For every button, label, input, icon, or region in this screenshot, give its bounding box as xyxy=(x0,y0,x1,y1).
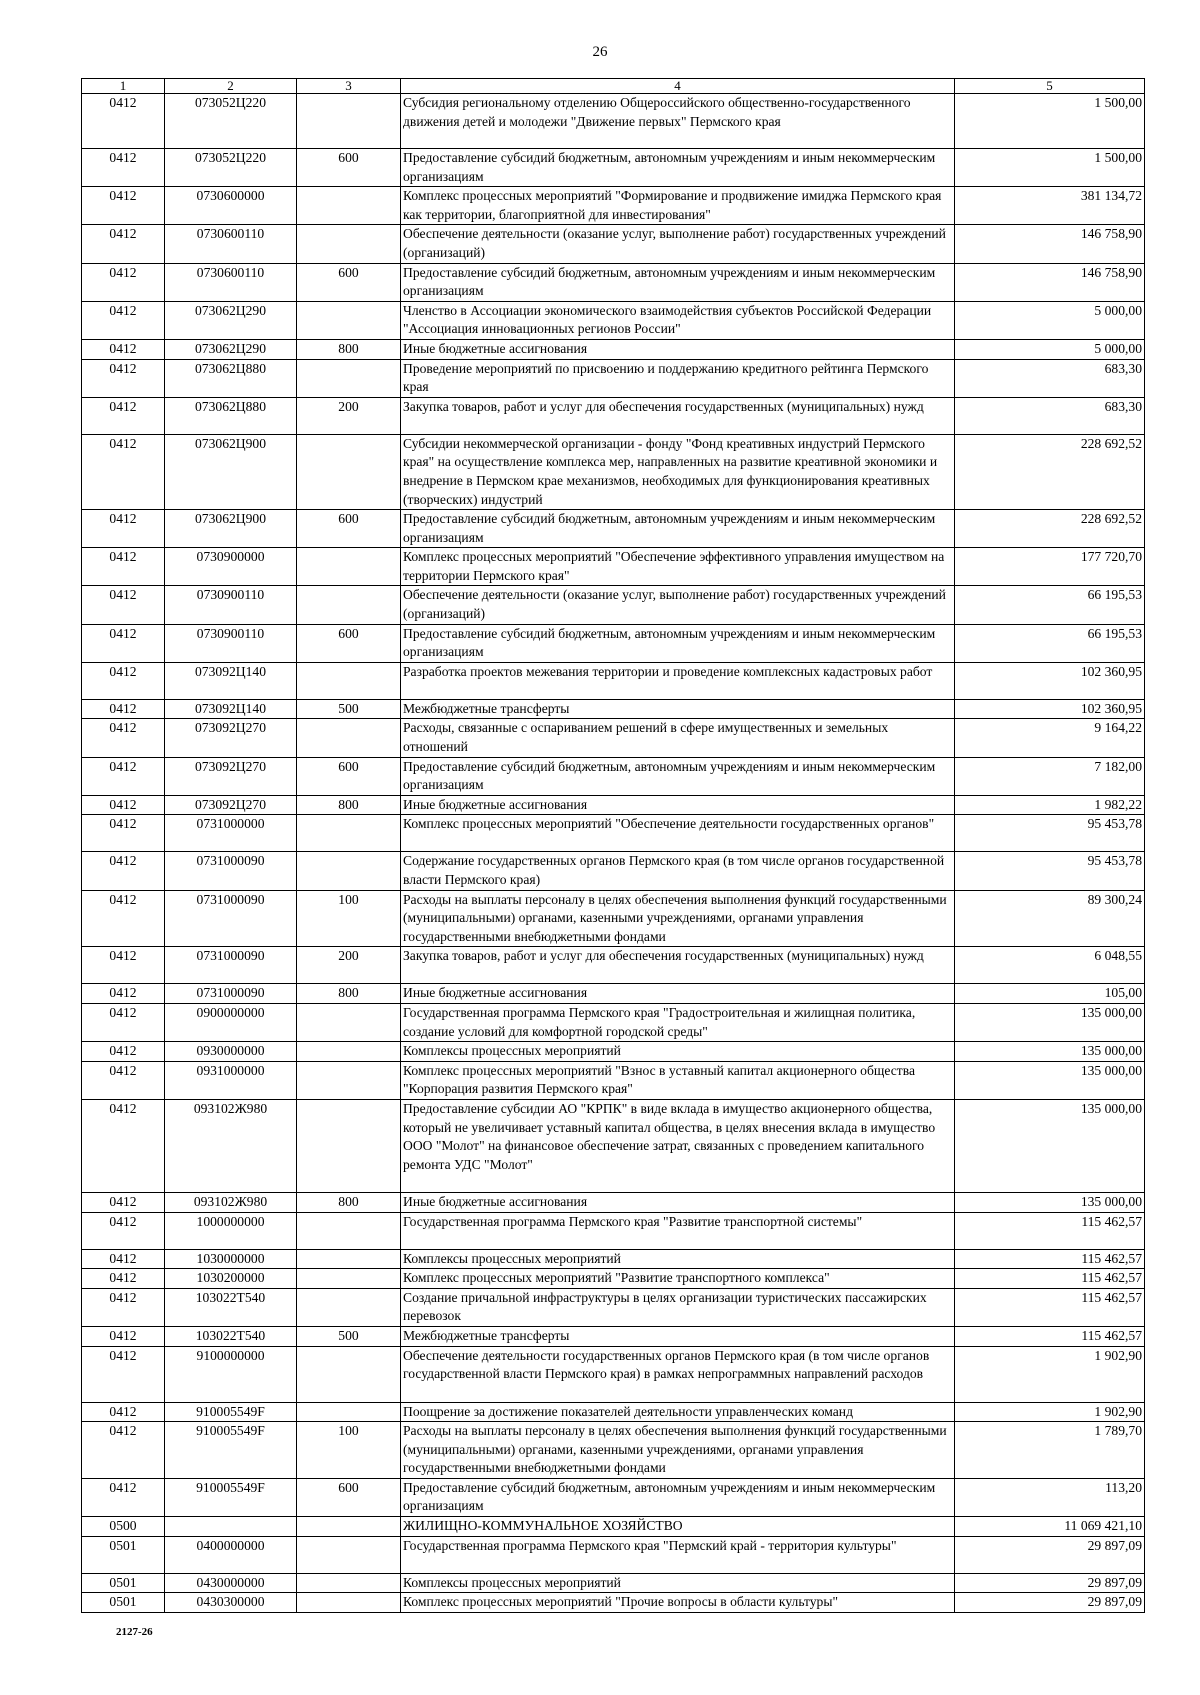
expense-type-cell: 800 xyxy=(297,795,401,815)
amount-cell: 102 360,95 xyxy=(955,662,1145,699)
target-article-cell: 073092Ц270 xyxy=(165,795,297,815)
table-row xyxy=(82,1003,1145,1041)
amount-cell: 228 692,52 xyxy=(955,510,1145,548)
section-code-cell: 0412 xyxy=(82,984,165,1004)
amount-cell: 135 000,00 xyxy=(955,1099,1145,1192)
amount-cell: 115 462,57 xyxy=(955,1288,1145,1326)
section-code-cell: 0412 xyxy=(82,662,165,699)
description-cell: Обеспечение деятельности (оказание услуг, выполнение работ) государственных учреждений (организаций) xyxy=(401,586,955,624)
target-article-cell: 093102Ж980 xyxy=(165,1099,297,1192)
target-article-cell: 0730600110 xyxy=(165,225,297,263)
amount-cell: 135 000,00 xyxy=(955,1061,1145,1099)
budget-table xyxy=(81,78,1145,1613)
amount-cell: 102 360,95 xyxy=(955,699,1145,719)
table-row xyxy=(82,1573,1145,1593)
amount-cell: 105,00 xyxy=(955,984,1145,1004)
target-article-cell: 0731000090 xyxy=(165,984,297,1004)
header-col-3: 3 xyxy=(297,79,401,94)
description-cell: Комплексы процессных мероприятий xyxy=(401,1042,955,1062)
expense-type-cell xyxy=(297,1269,401,1289)
table-row xyxy=(82,719,1145,757)
section-code-cell: 0412 xyxy=(82,301,165,339)
table-row xyxy=(82,1269,1145,1289)
expense-type-cell xyxy=(297,1042,401,1062)
section-code-cell: 0412 xyxy=(82,719,165,757)
amount-cell: 29 897,09 xyxy=(955,1573,1145,1593)
table-row xyxy=(82,1402,1145,1422)
expense-type-cell xyxy=(297,1212,401,1249)
target-article-cell: 073062Ц880 xyxy=(165,397,297,434)
amount-cell: 1 902,90 xyxy=(955,1346,1145,1402)
table-row xyxy=(82,1478,1145,1516)
header-col-4: 4 xyxy=(401,79,955,94)
expense-type-cell: 800 xyxy=(297,339,401,359)
expense-type-cell xyxy=(297,662,401,699)
table-body xyxy=(82,94,1145,1613)
target-article-cell: 073092Ц140 xyxy=(165,662,297,699)
table-row xyxy=(82,434,1145,509)
section-code-cell: 0412 xyxy=(82,1212,165,1249)
amount-cell: 146 758,90 xyxy=(955,263,1145,301)
table-row xyxy=(82,1517,1145,1537)
description-cell: Создание причальной инфраструктуры в целях организации туристических пассажирских перевозок xyxy=(401,1288,955,1326)
section-code-cell: 0412 xyxy=(82,1003,165,1041)
expense-type-cell xyxy=(297,1061,401,1099)
header-col-2: 2 xyxy=(165,79,297,94)
description-cell: Комплекс процессных мероприятий "Развитие транспортного комплекса" xyxy=(401,1269,955,1289)
description-cell: Иные бюджетные ассигнования xyxy=(401,984,955,1004)
expense-type-cell xyxy=(297,1099,401,1192)
table-row xyxy=(82,947,1145,984)
description-cell: Предоставление субсидии АО "КРПК" в виде вклада в имущество акционерного общества, который не увеличивает уставный капитал общества, в целях внесения вклада в имущество ООО "Молот" на финансовое обеспечение затрат, связанных с проведением капитального ремонта УДС "Молот" xyxy=(401,1099,955,1192)
target-article-cell: 073062Ц290 xyxy=(165,301,297,339)
target-article-cell: 0731000090 xyxy=(165,890,297,947)
section-code-cell: 0412 xyxy=(82,548,165,586)
target-article-cell: 0430300000 xyxy=(165,1593,297,1613)
table-row xyxy=(82,984,1145,1004)
expense-type-cell: 200 xyxy=(297,397,401,434)
target-article-cell: 0900000000 xyxy=(165,1003,297,1041)
target-article-cell: 103022Т540 xyxy=(165,1288,297,1326)
expense-type-cell xyxy=(297,1517,401,1537)
description-cell: Иные бюджетные ассигнования xyxy=(401,1192,955,1212)
description-cell: Проведение мероприятий по присвоению и поддержанию кредитного рейтинга Пермского края xyxy=(401,359,955,397)
section-code-cell: 0412 xyxy=(82,149,165,187)
target-article-cell: 073092Ц270 xyxy=(165,757,297,795)
table-row xyxy=(82,1326,1145,1346)
section-code-cell: 0412 xyxy=(82,1099,165,1192)
section-code-cell: 0412 xyxy=(82,339,165,359)
table-row xyxy=(82,1249,1145,1269)
table-row xyxy=(82,1536,1145,1573)
description-cell: Иные бюджетные ассигнования xyxy=(401,339,955,359)
table-row xyxy=(82,339,1145,359)
description-cell: Предоставление субсидий бюджетным, автономным учреждениям и иным некоммерческим организациям xyxy=(401,510,955,548)
description-cell: Иные бюджетные ассигнования xyxy=(401,795,955,815)
description-cell: Комплекс процессных мероприятий "Прочие вопросы в области культуры" xyxy=(401,1593,955,1613)
table-row xyxy=(82,1593,1145,1613)
description-cell: Государственная программа Пермского края "Пермский край - территория культуры" xyxy=(401,1536,955,1573)
expense-type-cell xyxy=(297,1573,401,1593)
section-code-cell: 0501 xyxy=(82,1536,165,1573)
target-article-cell: 0930000000 xyxy=(165,1042,297,1062)
description-cell: Разработка проектов межевания территории и проведение комплексных кадастровых работ xyxy=(401,662,955,699)
section-code-cell: 0412 xyxy=(82,359,165,397)
expense-type-cell: 800 xyxy=(297,1192,401,1212)
target-article-cell: 910005549F xyxy=(165,1422,297,1479)
description-cell: Комплекс процессных мероприятий "Взнос в уставный капитал акционерного общества "Корпорация развития Пермского края" xyxy=(401,1061,955,1099)
target-article-cell: 0430000000 xyxy=(165,1573,297,1593)
target-article-cell: 073062Ц900 xyxy=(165,510,297,548)
amount-cell: 29 897,09 xyxy=(955,1593,1145,1613)
amount-cell: 95 453,78 xyxy=(955,852,1145,890)
target-article-cell: 093102Ж980 xyxy=(165,1192,297,1212)
amount-cell: 7 182,00 xyxy=(955,757,1145,795)
target-article-cell: 0730600000 xyxy=(165,187,297,225)
amount-cell: 66 195,53 xyxy=(955,624,1145,662)
table-row xyxy=(82,94,1145,149)
page-number: 26 xyxy=(592,44,608,60)
target-article-cell: 073062Ц900 xyxy=(165,434,297,509)
expense-type-cell xyxy=(297,359,401,397)
expense-type-cell xyxy=(297,301,401,339)
expense-type-cell xyxy=(297,548,401,586)
section-code-cell: 0412 xyxy=(82,225,165,263)
section-code-cell: 0412 xyxy=(82,890,165,947)
expense-type-cell: 600 xyxy=(297,624,401,662)
amount-cell: 11 069 421,10 xyxy=(955,1517,1145,1537)
section-code-cell: 0412 xyxy=(82,187,165,225)
target-article-cell: 0731000090 xyxy=(165,852,297,890)
description-cell: Комплексы процессных мероприятий xyxy=(401,1573,955,1593)
amount-cell: 6 048,55 xyxy=(955,947,1145,984)
amount-cell: 95 453,78 xyxy=(955,815,1145,852)
description-cell: Государственная программа Пермского края "Градостроительная и жилищная политика, создание условий для комфортной городской среды" xyxy=(401,1003,955,1041)
description-cell: Членство в Ассоциации экономического взаимодействия субъектов Российской Федерации "Ассоциация инновационных регионов России" xyxy=(401,301,955,339)
target-article-cell: 0731000000 xyxy=(165,815,297,852)
table-row xyxy=(82,1042,1145,1062)
description-cell: Межбюджетные трансферты xyxy=(401,699,955,719)
target-article-cell: 0730900000 xyxy=(165,548,297,586)
section-code-cell: 0412 xyxy=(82,1422,165,1479)
section-code-cell: 0412 xyxy=(82,1042,165,1062)
target-article-cell: 073092Ц140 xyxy=(165,699,297,719)
table-row xyxy=(82,1288,1145,1326)
table-header-row xyxy=(82,79,1145,94)
amount-cell: 29 897,09 xyxy=(955,1536,1145,1573)
section-code-cell: 0501 xyxy=(82,1573,165,1593)
expense-type-cell xyxy=(297,719,401,757)
section-code-cell: 0412 xyxy=(82,1402,165,1422)
expense-type-cell: 600 xyxy=(297,149,401,187)
amount-cell: 1 789,70 xyxy=(955,1422,1145,1479)
description-cell: Расходы, связанные с оспариванием решений в сфере имущественных и земельных отношений xyxy=(401,719,955,757)
expense-type-cell xyxy=(297,815,401,852)
target-article-cell: 073062Ц880 xyxy=(165,359,297,397)
amount-cell: 381 134,72 xyxy=(955,187,1145,225)
description-cell: Поощрение за достижение показателей деятельности управленческих команд xyxy=(401,1402,955,1422)
table-row xyxy=(82,510,1145,548)
header-col-5: 5 xyxy=(955,79,1145,94)
target-article-cell: 0400000000 xyxy=(165,1536,297,1573)
table-row xyxy=(82,586,1145,624)
target-article-cell: 1000000000 xyxy=(165,1212,297,1249)
expense-type-cell xyxy=(297,225,401,263)
description-cell: Предоставление субсидий бюджетным, автономным учреждениям и иным некоммерческим организациям xyxy=(401,263,955,301)
description-cell: Закупка товаров, работ и услуг для обеспечения государственных (муниципальных) нужд xyxy=(401,947,955,984)
description-cell: Расходы на выплаты персоналу в целях обеспечения выполнения функций государственными (муниципальными) органами, казенными учреждениями, органами управления государственными внебюджетными фондами xyxy=(401,1422,955,1479)
description-cell: Субсидия региональному отделению Общероссийского общественно-государственного движения детей и молодежи "Движение первых" Пермского края xyxy=(401,94,955,149)
amount-cell: 66 195,53 xyxy=(955,586,1145,624)
table-row xyxy=(82,624,1145,662)
amount-cell: 115 462,57 xyxy=(955,1269,1145,1289)
amount-cell: 9 164,22 xyxy=(955,719,1145,757)
section-code-cell: 0501 xyxy=(82,1593,165,1613)
table-row xyxy=(82,1099,1145,1192)
description-cell: Комплексы процессных мероприятий xyxy=(401,1249,955,1269)
amount-cell: 89 300,24 xyxy=(955,890,1145,947)
description-cell: Закупка товаров, работ и услуг для обеспечения государственных (муниципальных) нужд xyxy=(401,397,955,434)
description-cell: Межбюджетные трансферты xyxy=(401,1326,955,1346)
target-article-cell: 073092Ц270 xyxy=(165,719,297,757)
amount-cell: 1 500,00 xyxy=(955,94,1145,149)
expense-type-cell xyxy=(297,852,401,890)
target-article-cell: 073062Ц290 xyxy=(165,339,297,359)
footer-code: 2127-26 xyxy=(116,1626,153,1638)
section-code-cell: 0412 xyxy=(82,434,165,509)
description-cell: Комплекс процессных мероприятий "Обеспечение эффективного управления имуществом на территории Пермского края" xyxy=(401,548,955,586)
amount-cell: 177 720,70 xyxy=(955,548,1145,586)
expense-type-cell: 100 xyxy=(297,890,401,947)
table-row xyxy=(82,1061,1145,1099)
target-article-cell: 0730900110 xyxy=(165,624,297,662)
expense-type-cell xyxy=(297,1288,401,1326)
amount-cell: 135 000,00 xyxy=(955,1003,1145,1041)
amount-cell: 146 758,90 xyxy=(955,225,1145,263)
amount-cell: 113,20 xyxy=(955,1478,1145,1516)
amount-cell: 683,30 xyxy=(955,397,1145,434)
description-cell: Расходы на выплаты персоналу в целях обеспечения выполнения функций государственными (муниципальными) органами, казенными учреждениями, органами управления государственными внебюджетными фондами xyxy=(401,890,955,947)
target-article-cell: 1030200000 xyxy=(165,1269,297,1289)
table-row xyxy=(82,301,1145,339)
section-code-cell: 0412 xyxy=(82,586,165,624)
table-row xyxy=(82,662,1145,699)
description-cell: Предоставление субсидий бюджетным, автономным учреждениям и иным некоммерческим организациям xyxy=(401,757,955,795)
table-row xyxy=(82,699,1145,719)
target-article-cell: 910005549F xyxy=(165,1402,297,1422)
target-article-cell: 910005549F xyxy=(165,1478,297,1516)
table-row xyxy=(82,795,1145,815)
expense-type-cell: 100 xyxy=(297,1422,401,1479)
expense-type-cell xyxy=(297,1249,401,1269)
table-row xyxy=(82,397,1145,434)
table-row xyxy=(82,263,1145,301)
target-article-cell: 103022Т540 xyxy=(165,1326,297,1346)
amount-cell: 135 000,00 xyxy=(955,1192,1145,1212)
description-cell: Государственная программа Пермского края "Развитие транспортной системы" xyxy=(401,1212,955,1249)
target-article-cell xyxy=(165,1517,297,1537)
section-code-cell: 0412 xyxy=(82,795,165,815)
table-row xyxy=(82,757,1145,795)
description-cell: Обеспечение деятельности (оказание услуг, выполнение работ) государственных учреждений (организаций) xyxy=(401,225,955,263)
section-code-cell: 0412 xyxy=(82,1326,165,1346)
table-row xyxy=(82,815,1145,852)
amount-cell: 683,30 xyxy=(955,359,1145,397)
target-article-cell: 1030000000 xyxy=(165,1249,297,1269)
expense-type-cell: 600 xyxy=(297,757,401,795)
table-row xyxy=(82,1422,1145,1479)
target-article-cell: 0730900110 xyxy=(165,586,297,624)
table-row xyxy=(82,149,1145,187)
expense-type-cell: 500 xyxy=(297,699,401,719)
amount-cell: 1 902,90 xyxy=(955,1402,1145,1422)
table-row xyxy=(82,359,1145,397)
section-code-cell: 0412 xyxy=(82,94,165,149)
expense-type-cell: 600 xyxy=(297,510,401,548)
section-code-cell: 0412 xyxy=(82,1249,165,1269)
expense-type-cell xyxy=(297,187,401,225)
target-article-cell: 0731000090 xyxy=(165,947,297,984)
section-code-cell: 0412 xyxy=(82,1192,165,1212)
amount-cell: 115 462,57 xyxy=(955,1249,1145,1269)
target-article-cell: 9100000000 xyxy=(165,1346,297,1402)
section-code-cell: 0412 xyxy=(82,1288,165,1326)
table-row xyxy=(82,852,1145,890)
amount-cell: 115 462,57 xyxy=(955,1326,1145,1346)
expense-type-cell xyxy=(297,1346,401,1402)
expense-type-cell xyxy=(297,1536,401,1573)
target-article-cell: 073052Ц220 xyxy=(165,149,297,187)
description-cell: Содержание государственных органов Пермского края (в том числе органов государственной власти Пермского края) xyxy=(401,852,955,890)
section-code-cell: 0412 xyxy=(82,1478,165,1516)
section-code-cell: 0412 xyxy=(82,1346,165,1402)
description-cell: Комплекс процессных мероприятий "Формирование и продвижение имиджа Пермского края как территории, благоприятной для инвестирования" xyxy=(401,187,955,225)
description-cell: Предоставление субсидий бюджетным, автономным учреждениям и иным некоммерческим организациям xyxy=(401,149,955,187)
description-cell: Субсидии некоммерческой организации - фонду "Фонд креативных индустрий Пермского края" на осуществление комплекса мер, направленных на развитие креативной экономики и внедрение в Пермском крае механизмов, необходимых для функционирования креативных (творческих) индустрий xyxy=(401,434,955,509)
table-row xyxy=(82,1192,1145,1212)
amount-cell: 115 462,57 xyxy=(955,1212,1145,1249)
section-code-cell: 0412 xyxy=(82,947,165,984)
table-row xyxy=(82,187,1145,225)
expense-type-cell: 500 xyxy=(297,1326,401,1346)
header-col-1: 1 xyxy=(82,79,165,94)
table-row xyxy=(82,1346,1145,1402)
description-cell: Предоставление субсидий бюджетным, автономным учреждениям и иным некоммерческим организациям xyxy=(401,624,955,662)
table-row xyxy=(82,890,1145,947)
section-code-cell: 0412 xyxy=(82,699,165,719)
amount-cell: 5 000,00 xyxy=(955,339,1145,359)
section-code-cell: 0500 xyxy=(82,1517,165,1537)
section-code-cell: 0412 xyxy=(82,624,165,662)
expense-type-cell xyxy=(297,434,401,509)
section-code-cell: 0412 xyxy=(82,397,165,434)
amount-cell: 5 000,00 xyxy=(955,301,1145,339)
expense-type-cell xyxy=(297,1402,401,1422)
amount-cell: 1 982,22 xyxy=(955,795,1145,815)
section-code-cell: 0412 xyxy=(82,1061,165,1099)
expense-type-cell: 600 xyxy=(297,1478,401,1516)
target-article-cell: 0730600110 xyxy=(165,263,297,301)
amount-cell: 1 500,00 xyxy=(955,149,1145,187)
expense-type-cell: 600 xyxy=(297,263,401,301)
section-code-cell: 0412 xyxy=(82,815,165,852)
section-code-cell: 0412 xyxy=(82,1269,165,1289)
target-article-cell: 0931000000 xyxy=(165,1061,297,1099)
amount-cell: 228 692,52 xyxy=(955,434,1145,509)
description-cell: ЖИЛИЩНО-КОММУНАЛЬНОЕ ХОЗЯЙСТВО xyxy=(401,1517,955,1537)
table-row xyxy=(82,225,1145,263)
table-row xyxy=(82,1212,1145,1249)
target-article-cell: 073052Ц220 xyxy=(165,94,297,149)
expense-type-cell: 200 xyxy=(297,947,401,984)
description-cell: Предоставление субсидий бюджетным, автономным учреждениям и иным некоммерческим организациям xyxy=(401,1478,955,1516)
description-cell: Комплекс процессных мероприятий "Обеспечение деятельности государственных органов" xyxy=(401,815,955,852)
description-cell: Обеспечение деятельности государственных органов Пермского края (в том числе органов государственной власти Пермского края) в рамках непрограммных направлений расходов xyxy=(401,1346,955,1402)
section-code-cell: 0412 xyxy=(82,852,165,890)
expense-type-cell xyxy=(297,1003,401,1041)
amount-cell: 135 000,00 xyxy=(955,1042,1145,1062)
section-code-cell: 0412 xyxy=(82,757,165,795)
expense-type-cell xyxy=(297,94,401,149)
expense-type-cell xyxy=(297,586,401,624)
table-row xyxy=(82,548,1145,586)
section-code-cell: 0412 xyxy=(82,263,165,301)
expense-type-cell: 800 xyxy=(297,984,401,1004)
expense-type-cell xyxy=(297,1593,401,1613)
section-code-cell: 0412 xyxy=(82,510,165,548)
